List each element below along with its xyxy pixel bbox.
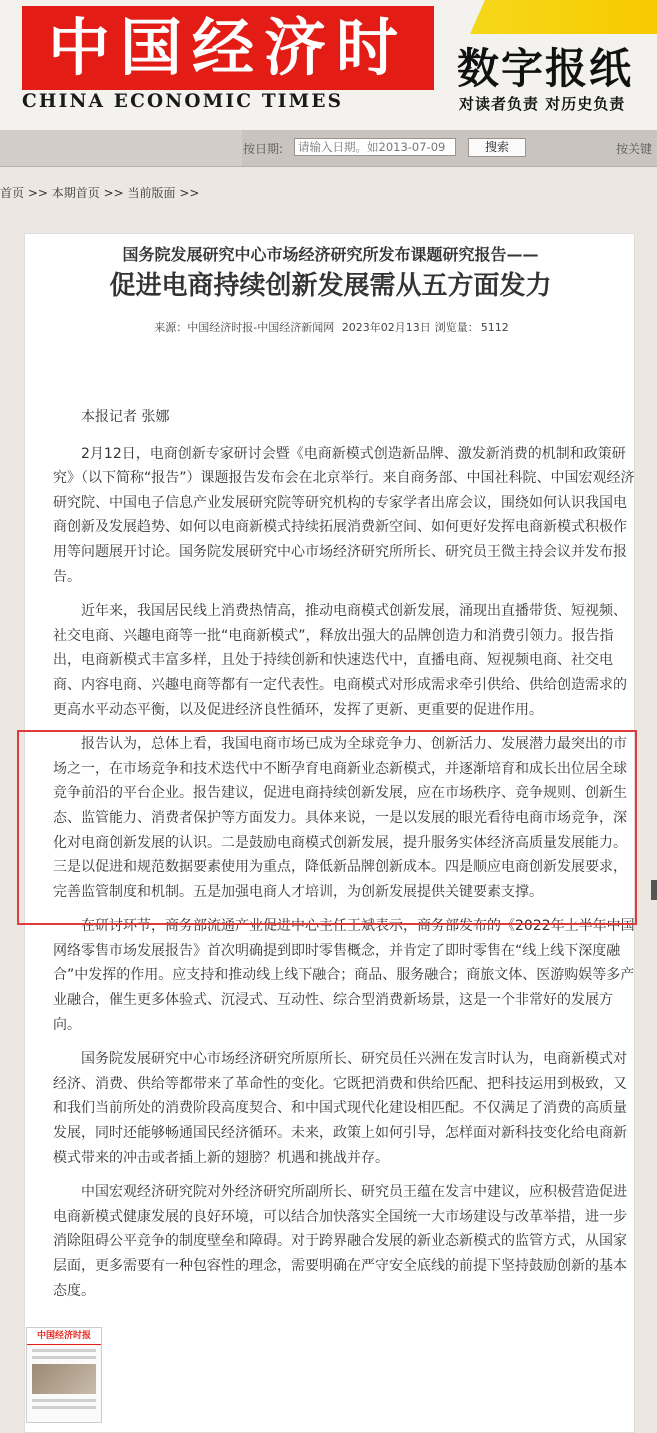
breadcrumb-separator: >> — [175, 186, 200, 200]
article-subtitle: 国务院发展研究中心市场经济研究所发布课题研究报告—— — [122, 245, 539, 264]
breadcrumb-home-link[interactable]: 首页 — [0, 186, 25, 200]
article-meta — [25, 319, 636, 335]
article-card — [24, 233, 635, 1433]
article-views-count: 5112 — [480, 321, 509, 334]
masthead — [0, 0, 657, 130]
thumbnail-masthead: 中国经济时报 — [27, 1328, 101, 1345]
search-button[interactable]: 搜索 — [468, 138, 526, 157]
article-byline: 本报记者 张娜 — [81, 409, 170, 425]
article-paragraph: 在研讨环节，商务部流通产业促进中心主任王斌表示，商务部发布的《2022年上半年中国网络零售市场发展报告》首次明确提到即时零售概念，并肯定了即时零售在“线上线下深度融合”中发挥的作用。应支持和推动线上线下融合；商品、服务融合；商旅文体、医游购娱等多产业融合，催生更多体验式、沉浸式、互动性、综合型消费新场景，这是一个非常好的发展方向。 — [53, 918, 635, 1033]
article-source: 来源：中国经济时报-中国经济新闻网 — [154, 321, 335, 334]
breadcrumb-current-page-link[interactable]: 当前版面 — [127, 186, 176, 200]
article-paragraph: 国务院发展研究中心市场经济研究所原所长、研究员任兴洲在发言时认为，电商新模式对经济、消费、供给等都带来了革命性的变化。它既把消费和供给匹配、把科技运用到极致，又和我们当前所处的消费阶段高度契合、和中国式现代化建设相匹配。不仅满足了消费的高质量发展，同时还能够畅通国民经济循环。未来，政策上如何引导，怎样面对新科技变化给电商新模式带来的冲击或者插上新的翅膀？机遇和挑战并存。 — [53, 1051, 627, 1166]
newspaper-logo-english: CHINA ECONOMIC TIMES — [22, 91, 344, 112]
breadcrumb-separator: >> — [99, 186, 128, 200]
article-paragraph: 近年来，我国居民线上消费热情高，推动电商模式创新发展，涌现出直播带货、短视频、社交电商、兴趣电商等一批“电商新模式”，释放出强大的品牌创造力和消费引领力。报告指出，电商新模式丰富多样，且处于持续创新和快速迭代中，直播电商、短视频电商、社交电商、内容电商、兴趣电商等都有一定代表性。电商模式对形成需求牵引供给、供给创造需求的更高水平动态平衡，以及促进经济良性循环，发挥了更新、更重要的促进作用。 — [53, 603, 627, 718]
article-body — [53, 405, 638, 1313]
date-search-input[interactable] — [294, 138, 456, 156]
article-date: 2023年02月13日 — [341, 321, 431, 334]
digital-newspaper-title: 数字报纸 — [457, 44, 634, 93]
breadcrumb-separator: >> — [24, 186, 52, 200]
thumbnail-text-line — [32, 1406, 96, 1409]
slogan: 对读者负责 对历史负责 — [459, 95, 626, 113]
date-search-label: 按日期: — [243, 142, 284, 156]
breadcrumb — [0, 184, 199, 201]
thumbnail-text-line — [32, 1349, 96, 1352]
thumbnail-text-line — [32, 1356, 96, 1359]
newspaper-logo[interactable]: 中国经济时 — [22, 6, 434, 90]
breadcrumb-issue-home-link[interactable]: 本期首页 — [51, 186, 100, 200]
scroll-indicator[interactable] — [651, 880, 657, 900]
search-bar-left-panel — [0, 130, 242, 166]
thumbnail-image — [32, 1364, 96, 1394]
article-paragraph: 中国宏观经济研究院对外经济研究所副所长、研究员王蕴在发言中建议，应积极营造促进电商新模式健康发展的良好环境，可以结合加快落实全国统一大市场建设与改革举措，进一步消除阻碍公平竞争的制度壁垒和障碍。对于跨界融合发展的新业态新模式的监管方式，从国家层面，更多需要有一种包容性的理念，需要明确在严守安全底线的前提下坚持鼓励创新的基本态度。 — [53, 1184, 627, 1299]
article-headline: 促进电商持续创新发展需从五方面发力 — [109, 271, 552, 301]
decorative-yellow-block — [470, 0, 657, 34]
article-paragraph: 2月12日，电商创新专家研讨会暨《电商新模式创造新品牌、激发新消费的机制和政策研究》（以下简称“报告”）课题报告发布会在北京举行。来自商务部、中国社科院、中国宏观经济研究院、中国电子信息产业发展研究院等研究机构的专家学者出席会议，围绕如何认识我国电商创新及发展趋势、如何以电商新模式持续拓展消费新空间、如何更好发挥电商新模式积极作用等问题展开讨论。国务院发展研究中心市场经济研究所所长、研究员王微主持会议并发布报告。 — [53, 445, 635, 585]
page-thumbnail[interactable] — [26, 1327, 102, 1423]
thumbnail-text-line — [32, 1399, 96, 1402]
article-views-label: 浏览量： — [434, 321, 479, 334]
article-paragraph: 报告认为，总体上看，我国电商市场已成为全球竞争力、创新活力、发展潜力最突出的市场之一，在市场竞争和技术迭代中不断孕育电商新业态新模式，并逐渐培育和成长出位居全球竞争前沿的平台企业。报告建议，促进电商持续创新发展，应在市场秩序、竞争规则、创新生态、监管能力、消费者保护等方面发力。具体来说，一是以发展的眼光看待电商市场竞争，深化对电商创新发展的认识。二是鼓励电商模式创新发展，提升服务实体经济高质量发展能力。三是以促进和规范数据要素使用为重点，降低新品牌创新成本。四是顺应电商创新发展要求，完善监管制度和机制。五是加强电商人才培训，为创新发展提供关键要素支撑。 — [53, 736, 627, 900]
search-bar — [0, 130, 657, 167]
keyword-search-label: 按关键 — [616, 142, 653, 156]
